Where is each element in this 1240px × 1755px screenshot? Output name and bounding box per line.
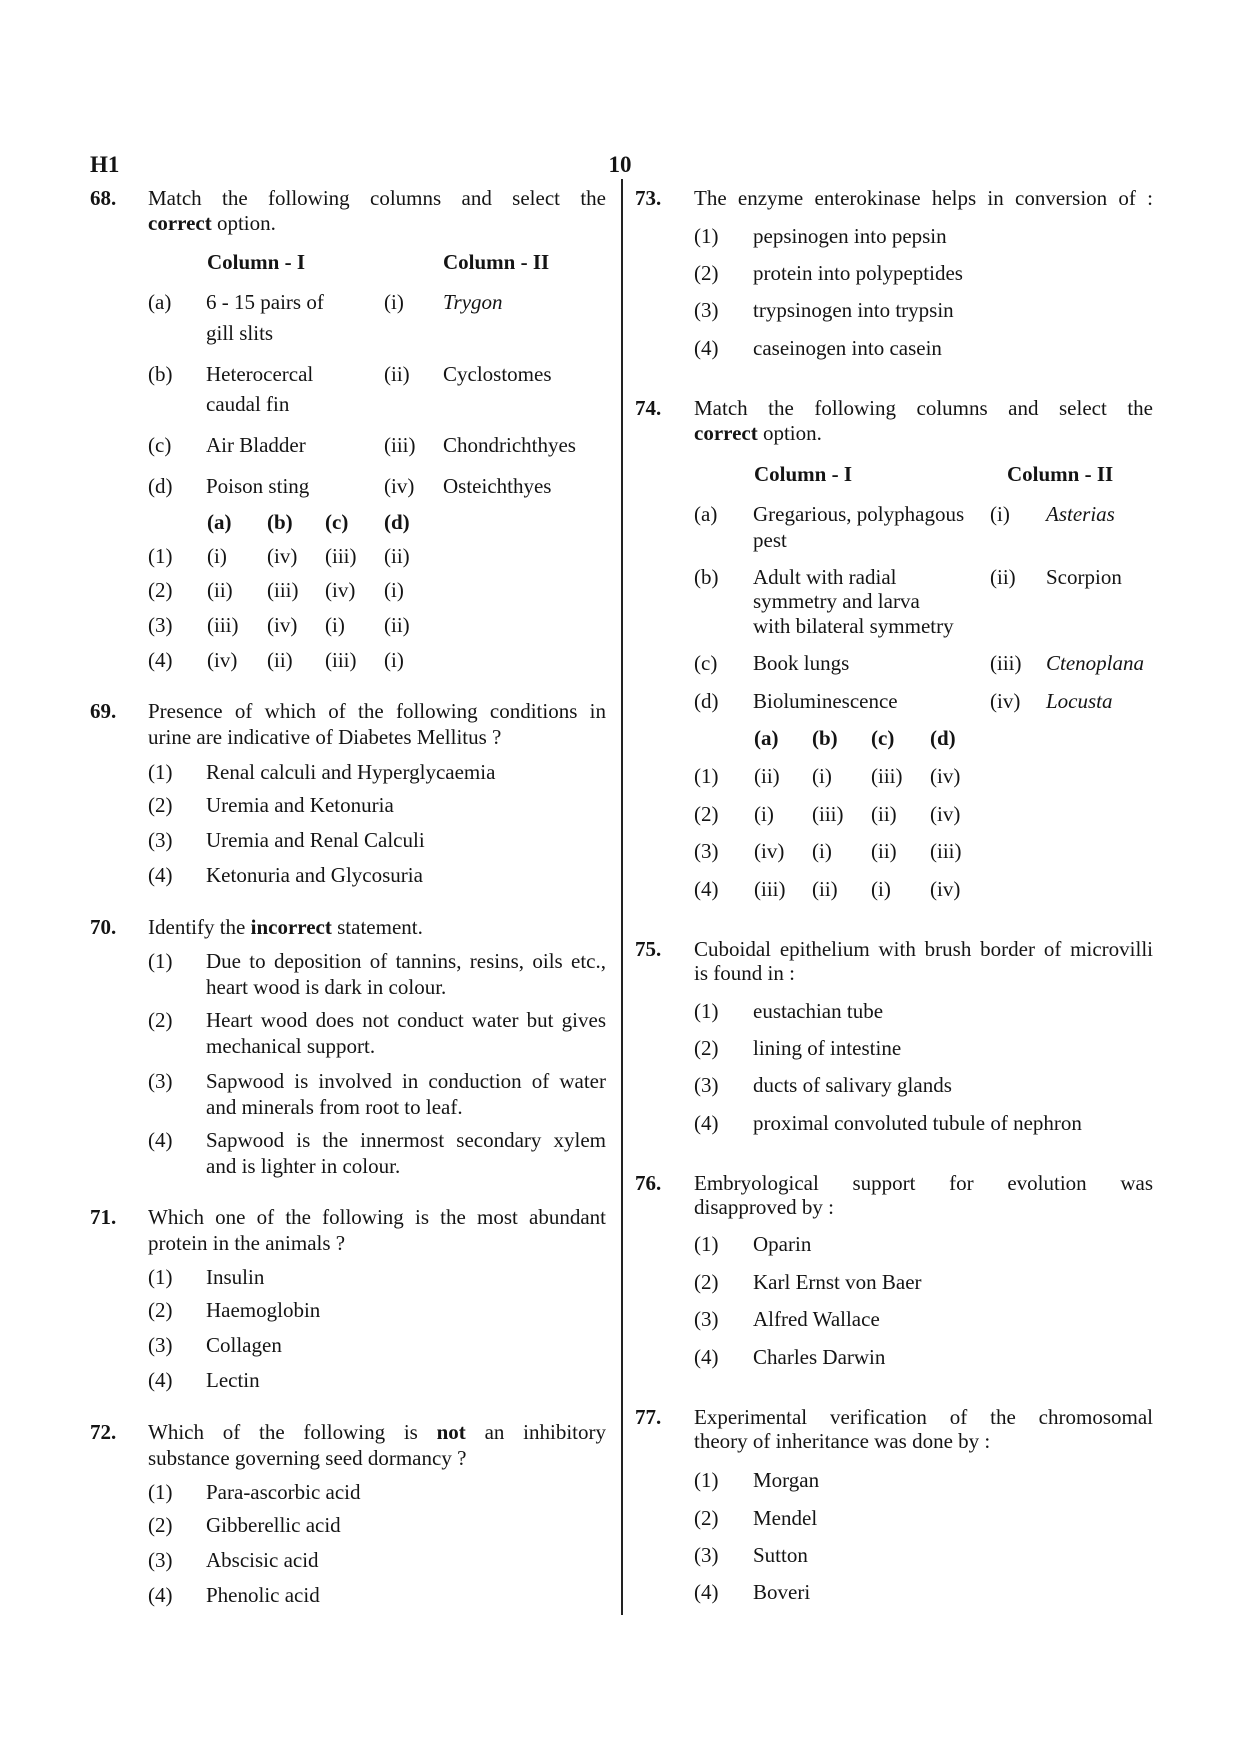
option-label: (4) bbox=[694, 1345, 719, 1369]
page-number: 10 bbox=[608, 152, 632, 177]
question-text-line: substance governing seed dormancy ? bbox=[148, 1446, 467, 1470]
option-value: (i) bbox=[384, 578, 404, 602]
option-value: (ii) bbox=[871, 839, 897, 863]
question-number: 74. bbox=[635, 396, 662, 420]
option-text: and is lighter in colour. bbox=[206, 1154, 401, 1178]
option-label: (3) bbox=[694, 839, 719, 863]
option-value: (ii) bbox=[267, 648, 293, 672]
emphasis-word: correct bbox=[694, 421, 758, 445]
column-divider bbox=[621, 179, 623, 1615]
option-text: Karl Ernst von Baer bbox=[753, 1270, 922, 1294]
option-text: Renal calculi and Hyperglycaemia bbox=[206, 760, 496, 784]
question-number: 73. bbox=[635, 186, 662, 210]
question-number: 72. bbox=[90, 1420, 117, 1444]
option-value: (i) bbox=[754, 802, 774, 826]
match-row-label: (d) bbox=[694, 689, 719, 713]
option-value: (iii) bbox=[325, 648, 357, 672]
question-text-line: Which one of the following is the most abundant bbox=[148, 1205, 606, 1229]
question-text-line: Embryological support for evolution was bbox=[694, 1171, 1153, 1195]
match-row-match: Asterias bbox=[1046, 502, 1115, 526]
option-label: (2) bbox=[694, 802, 719, 826]
option-text: Boveri bbox=[753, 1580, 811, 1604]
option-label: (1) bbox=[694, 1468, 719, 1492]
question-text-line: urine are indicative of Diabetes Mellitus ? bbox=[148, 725, 502, 749]
option-value: (i) bbox=[207, 544, 227, 568]
match-row-match: Cyclostomes bbox=[443, 362, 552, 386]
option-value: (ii) bbox=[384, 613, 410, 637]
option-label: (3) bbox=[148, 1333, 173, 1357]
option-label: (3) bbox=[148, 828, 173, 852]
option-label: (2) bbox=[148, 578, 173, 602]
option-value: (iv) bbox=[207, 648, 238, 672]
option-value: (iv) bbox=[325, 578, 356, 602]
option-label: (3) bbox=[148, 1548, 173, 1572]
question-text-segment: Which of the following is bbox=[148, 1420, 418, 1444]
match-row-item: 6 - 15 pairs of bbox=[206, 290, 324, 314]
option-text: mechanical support. bbox=[206, 1034, 376, 1058]
question-text-line: Experimental verification of the chromosomal bbox=[694, 1405, 1153, 1429]
option-text: Ketonuria and Glycosuria bbox=[206, 863, 423, 887]
option-value: (iii) bbox=[812, 802, 844, 826]
option-label: (4) bbox=[694, 877, 719, 901]
match-row-match: Osteichthyes bbox=[443, 474, 552, 498]
paper-code: H1 bbox=[90, 152, 120, 177]
option-value: (i) bbox=[871, 877, 891, 901]
option-text: Sapwood is the innermost secondary xylem bbox=[206, 1128, 606, 1152]
option-label: (1) bbox=[694, 224, 719, 248]
match-row-match: Ctenoplana bbox=[1046, 651, 1144, 675]
option-label: (1) bbox=[148, 949, 173, 973]
option-label: (1) bbox=[694, 764, 719, 788]
option-text: ducts of salivary glands bbox=[753, 1073, 952, 1097]
answer-header: (c) bbox=[325, 510, 349, 534]
option-label: (2) bbox=[148, 1513, 173, 1537]
option-label: (4) bbox=[148, 1583, 173, 1607]
column-header: Column - II bbox=[443, 250, 550, 274]
option-label: (4) bbox=[148, 863, 173, 887]
question-text-line: protein in the animals ? bbox=[148, 1231, 346, 1255]
column-header: Column - I bbox=[207, 250, 306, 274]
option-text: Sapwood is involved in conduction of water bbox=[206, 1069, 606, 1093]
answer-header: (c) bbox=[871, 726, 895, 750]
match-row-item: gill slits bbox=[206, 321, 274, 345]
question-text-line bbox=[694, 396, 1153, 421]
match-row-item: Heterocercal bbox=[206, 362, 314, 386]
question-text-line: Presence of which of the following conditions in bbox=[148, 699, 606, 723]
match-row-item: caudal fin bbox=[206, 392, 290, 416]
option-value: (iv) bbox=[930, 802, 961, 826]
match-row-roman: (ii) bbox=[384, 362, 410, 386]
option-text: Lectin bbox=[206, 1368, 260, 1392]
option-value: (iii) bbox=[267, 578, 299, 602]
match-row-item: Poison sting bbox=[206, 474, 310, 498]
option-value: (iii) bbox=[207, 613, 239, 637]
option-label: (2) bbox=[694, 1506, 719, 1530]
question-text-segment: Match the following columns and select the bbox=[694, 396, 1153, 420]
match-row-roman: (iv) bbox=[990, 689, 1021, 713]
option-text: Alfred Wallace bbox=[753, 1307, 880, 1331]
option-text: caseinogen into casein bbox=[753, 336, 942, 360]
match-row-item: Air Bladder bbox=[206, 433, 306, 457]
question-number: 69. bbox=[90, 699, 117, 723]
option-value: (ii) bbox=[384, 544, 410, 568]
option-text: Morgan bbox=[753, 1468, 820, 1492]
match-row-roman: (iv) bbox=[384, 474, 415, 498]
match-row-item: Gregarious, polyphagous bbox=[753, 502, 965, 526]
option-text: Oparin bbox=[753, 1232, 812, 1256]
question-text-segment: Match the following columns and select the bbox=[148, 186, 606, 210]
option-value: (i) bbox=[812, 764, 832, 788]
option-value: (ii) bbox=[871, 802, 897, 826]
question-text-segment: statement. bbox=[337, 915, 423, 939]
option-value: (ii) bbox=[207, 578, 233, 602]
option-text: Uremia and Renal Calculi bbox=[206, 828, 425, 852]
option-label: (3) bbox=[694, 1543, 719, 1567]
option-label: (1) bbox=[694, 1232, 719, 1256]
option-value: (iv) bbox=[267, 613, 298, 637]
option-text: Uremia and Ketonuria bbox=[206, 793, 394, 817]
option-text: Heart wood does not conduct water but gives bbox=[206, 1008, 606, 1032]
question-text-line: The enzyme enterokinase helps in conversion of : bbox=[694, 186, 1153, 210]
option-label: (3) bbox=[694, 298, 719, 322]
option-label: (4) bbox=[694, 336, 719, 360]
question-text-line bbox=[148, 1420, 606, 1445]
match-row-item: Book lungs bbox=[753, 651, 850, 675]
option-value: (iv) bbox=[267, 544, 298, 568]
answer-header: (a) bbox=[754, 726, 779, 750]
option-label: (4) bbox=[148, 1368, 173, 1392]
option-value: (iv) bbox=[930, 877, 961, 901]
emphasis-word: not bbox=[436, 1420, 466, 1444]
question-text-segment: option. bbox=[216, 211, 276, 235]
option-value: (iv) bbox=[930, 764, 961, 788]
match-row-roman: (ii) bbox=[990, 565, 1016, 589]
match-row-match: Scorpion bbox=[1046, 565, 1122, 589]
question-text-line bbox=[148, 211, 276, 236]
question-text-line bbox=[148, 186, 606, 211]
option-label: (4) bbox=[148, 648, 173, 672]
match-row-roman: (iii) bbox=[990, 651, 1022, 675]
emphasis-word: incorrect bbox=[250, 915, 332, 939]
match-row-roman: (i) bbox=[384, 290, 404, 314]
option-text: Abscisic acid bbox=[206, 1548, 319, 1572]
option-value: (iii) bbox=[754, 877, 786, 901]
option-value: (i) bbox=[812, 839, 832, 863]
option-label: (2) bbox=[148, 793, 173, 817]
match-row-item: Adult with radial bbox=[753, 565, 897, 589]
option-value: (ii) bbox=[754, 764, 780, 788]
option-value: (iii) bbox=[930, 839, 962, 863]
question-text-line: Cuboidal epithelium with brush border of microvilli bbox=[694, 937, 1153, 961]
option-value: (iii) bbox=[325, 544, 357, 568]
answer-header: (b) bbox=[267, 510, 293, 534]
option-label: (1) bbox=[694, 999, 719, 1023]
option-text: Sutton bbox=[753, 1543, 808, 1567]
option-text: Para-ascorbic acid bbox=[206, 1480, 361, 1504]
option-label: (4) bbox=[694, 1580, 719, 1604]
option-label: (1) bbox=[148, 760, 173, 784]
question-text-segment: an inhibitory bbox=[484, 1420, 606, 1444]
option-label: (2) bbox=[694, 1036, 719, 1060]
match-row-label: (d) bbox=[148, 474, 173, 498]
option-text: heart wood is dark in colour. bbox=[206, 975, 447, 999]
match-row-label: (b) bbox=[694, 565, 719, 589]
column-header: Column - I bbox=[754, 462, 853, 486]
question-number: 70. bbox=[90, 915, 117, 939]
match-row-item: Bioluminescence bbox=[753, 689, 898, 713]
match-row-label: (c) bbox=[694, 651, 718, 675]
match-row-label: (c) bbox=[148, 433, 172, 457]
option-text: Phenolic acid bbox=[206, 1583, 320, 1607]
answer-header: (d) bbox=[930, 726, 956, 750]
match-row-label: (a) bbox=[148, 290, 172, 314]
option-text: Charles Darwin bbox=[753, 1345, 886, 1369]
question-text-line bbox=[694, 421, 822, 446]
option-text: Collagen bbox=[206, 1333, 282, 1357]
option-text: Mendel bbox=[753, 1506, 818, 1530]
match-row-item: symmetry and larva bbox=[753, 589, 920, 613]
option-label: (1) bbox=[148, 1265, 173, 1289]
option-label: (4) bbox=[148, 1128, 173, 1152]
option-text: pepsinogen into pepsin bbox=[753, 224, 947, 248]
question-text-line: is found in : bbox=[694, 961, 795, 985]
question-number: 77. bbox=[635, 1405, 662, 1429]
option-label: (2) bbox=[148, 1298, 173, 1322]
answer-header: (d) bbox=[384, 510, 410, 534]
question-number: 71. bbox=[90, 1205, 117, 1229]
option-text: Haemoglobin bbox=[206, 1298, 321, 1322]
option-value: (ii) bbox=[812, 877, 838, 901]
question-number: 75. bbox=[635, 937, 662, 961]
option-value: (i) bbox=[384, 648, 404, 672]
option-value: (i) bbox=[325, 613, 345, 637]
option-text: Insulin bbox=[206, 1265, 265, 1289]
option-text: trypsinogen into trypsin bbox=[753, 298, 954, 322]
answer-header: (a) bbox=[207, 510, 232, 534]
question-text-line bbox=[148, 915, 423, 940]
option-label: (4) bbox=[694, 1111, 719, 1135]
match-row-item: pest bbox=[753, 528, 787, 552]
question-text-segment: Identify the bbox=[148, 915, 246, 939]
answer-header: (b) bbox=[812, 726, 838, 750]
option-value: (iii) bbox=[871, 764, 903, 788]
option-label: (1) bbox=[148, 544, 173, 568]
question-number: 76. bbox=[635, 1171, 662, 1195]
option-text: proximal convoluted tubule of nephron bbox=[753, 1111, 1082, 1135]
match-row-match: Chondrichthyes bbox=[443, 433, 576, 457]
match-row-roman: (iii) bbox=[384, 433, 416, 457]
option-text: Due to deposition of tannins, resins, oils etc., bbox=[206, 949, 606, 973]
match-row-match: Locusta bbox=[1046, 689, 1113, 713]
option-text: eustachian tube bbox=[753, 999, 884, 1023]
match-row-roman: (i) bbox=[990, 502, 1010, 526]
question-text-line: disapproved by : bbox=[694, 1195, 834, 1219]
emphasis-word: correct bbox=[148, 211, 212, 235]
column-header: Column - II bbox=[1007, 462, 1114, 486]
option-text: protein into polypeptides bbox=[753, 261, 963, 285]
option-label: (3) bbox=[694, 1307, 719, 1331]
option-label: (2) bbox=[694, 261, 719, 285]
option-label: (3) bbox=[148, 1069, 173, 1093]
match-row-label: (b) bbox=[148, 362, 173, 386]
option-value: (iv) bbox=[754, 839, 785, 863]
option-text: Gibberellic acid bbox=[206, 1513, 341, 1537]
question-number: 68. bbox=[90, 186, 117, 210]
option-label: (1) bbox=[148, 1480, 173, 1504]
option-label: (2) bbox=[694, 1270, 719, 1294]
match-row-match: Trygon bbox=[443, 290, 503, 314]
option-text: lining of intestine bbox=[753, 1036, 902, 1060]
match-row-label: (a) bbox=[694, 502, 718, 526]
option-text: and minerals from root to leaf. bbox=[206, 1095, 463, 1119]
option-label: (3) bbox=[694, 1073, 719, 1097]
option-label: (3) bbox=[148, 613, 173, 637]
question-text-segment: option. bbox=[762, 421, 822, 445]
match-row-item: with bilateral symmetry bbox=[753, 614, 954, 638]
question-text-line: theory of inheritance was done by : bbox=[694, 1429, 991, 1453]
option-label: (2) bbox=[148, 1008, 173, 1032]
